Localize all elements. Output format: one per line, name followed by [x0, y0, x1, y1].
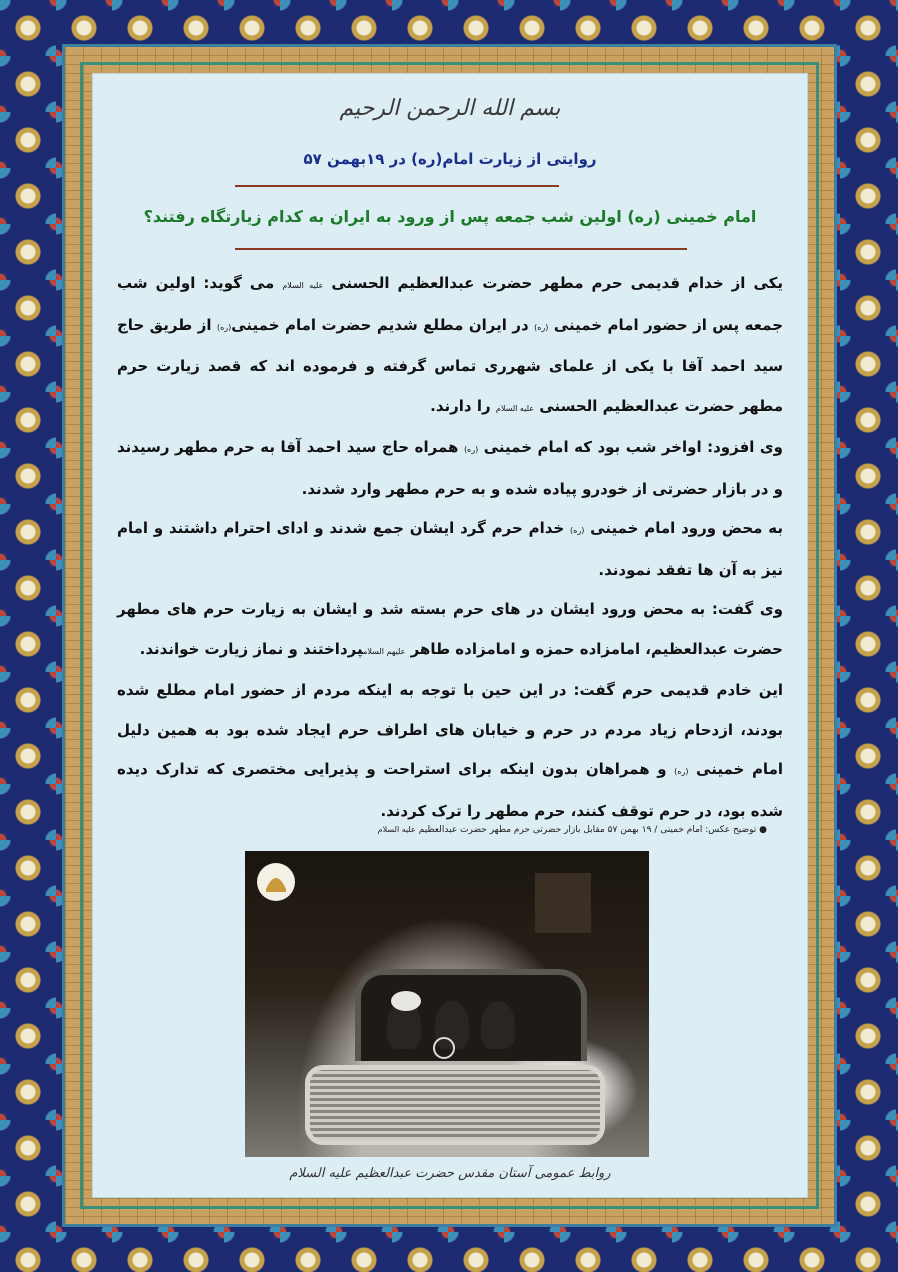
- text: می گوید: اولین شب جمعه پس از حضور امام خمینی: [117, 274, 784, 334]
- divider-bottom: [235, 248, 687, 250]
- portrait-poster: [535, 873, 591, 933]
- honorific: علیهم السلام: [363, 646, 406, 656]
- caption-bullet-icon: ●: [756, 825, 767, 835]
- text: همراه حاج سید احمد آقا به حرم مطهر رسیدند و در بازار حضرتی از خودرو پیاده شده و به حرم مطهر وارد شدند.: [117, 438, 783, 498]
- caption-text: توضیح عکس: امام خمینی / ۱۹ بهمن ۵۷ مقابل بازار حضرتی حرم مطهر حضرت عبدالعظیم: [415, 825, 757, 835]
- text: از طریق حاج سید احمد آقا با یکی از علمای شهرری تماس گرفته و فرموده اند که قصد زیارت حرم مطهر حضرت عبدالعظیم الحسنی: [117, 315, 783, 415]
- honorific: (ره): [534, 322, 549, 332]
- honorific: (ره): [216, 322, 232, 332]
- subtitle: روایتی از زیارت امام(ره) در ۱۹بهمن ۵۷: [303, 150, 597, 168]
- paragraph-2: [117, 428, 783, 509]
- paragraph-1: [117, 264, 783, 428]
- text: وی افزود: اواخر شب بود که امام خمینی: [478, 438, 783, 456]
- text: و همراهان بدون اینکه برای استراحت و پذیرایی مختصری که تدارک دیده شده بود، در حرم توقف کنند، حرم مطهر را ترک کردند.: [117, 760, 783, 820]
- page-title: امام خمینی (ره) اولین شب جمعه پس از ورود به ایران به کدام زیارتگاه رفتند؟: [143, 207, 757, 226]
- photo-caption: [203, 825, 767, 835]
- text: یکی از خدام قدیمی حرم مطهر حضرت عبدالعظیم الحسنی: [323, 274, 784, 292]
- paragraph-3: [117, 509, 783, 590]
- publisher-signature: روابط عمومی آستان مقدس حضرت عبدالعظیم علیه السلام: [289, 1166, 611, 1181]
- text: را دارند.: [430, 396, 496, 415]
- shrine-logo-icon: [257, 863, 295, 901]
- text: وی گفت: به محض ورود ایشان در های حرم بسته شد و ایشان به زیارت حرم های مطهر حضرت عبدالعظیم، امامزاده حمزه و امامزاده طاهر: [117, 600, 783, 658]
- paragraph-5: [117, 671, 783, 831]
- text: در ایران مطلع شدیم حضرت امام خمینی: [231, 315, 535, 334]
- bismillah-calligraphy: بسم الله الرحمن الرحیم: [339, 96, 561, 121]
- honorific: علیه السلام: [377, 825, 416, 834]
- paragraph-4: [117, 590, 783, 671]
- honorific: (ره): [570, 526, 585, 535]
- dome-icon: [263, 869, 289, 895]
- text: به محض ورود امام خمینی: [584, 519, 784, 537]
- divider-top: [235, 185, 559, 187]
- text: این خادم قدیمی حرم گفت: در این حین با توجه به اینکه مردم از حضور امام مطلع شده بودند، ازدحام زیاد مردم در حرم و خیابان های اطراف حرم ایجاد شده بود به همین دلیل امام خمینی: [117, 681, 783, 778]
- text: خدام حرم گرد ایشان جمع شدند و ادای احترام داشتند و امام نیز به آن ها تفقد نمودند.: [117, 519, 783, 579]
- car-grille: [305, 1065, 605, 1145]
- turban-shape: [391, 991, 421, 1011]
- honorific: (ره): [463, 445, 479, 454]
- honorific: علیه السلام: [495, 403, 535, 413]
- car-emblem-icon: [433, 1037, 455, 1059]
- passenger-figure: [481, 1001, 515, 1049]
- honorific: علیه السلام: [282, 281, 324, 290]
- historical-photo: [245, 851, 649, 1157]
- honorific: (ره): [674, 767, 689, 776]
- content-panel: [92, 73, 808, 1198]
- text: پرداختند و نماز زیارت خواندند.: [139, 639, 364, 658]
- article-body: [117, 264, 783, 831]
